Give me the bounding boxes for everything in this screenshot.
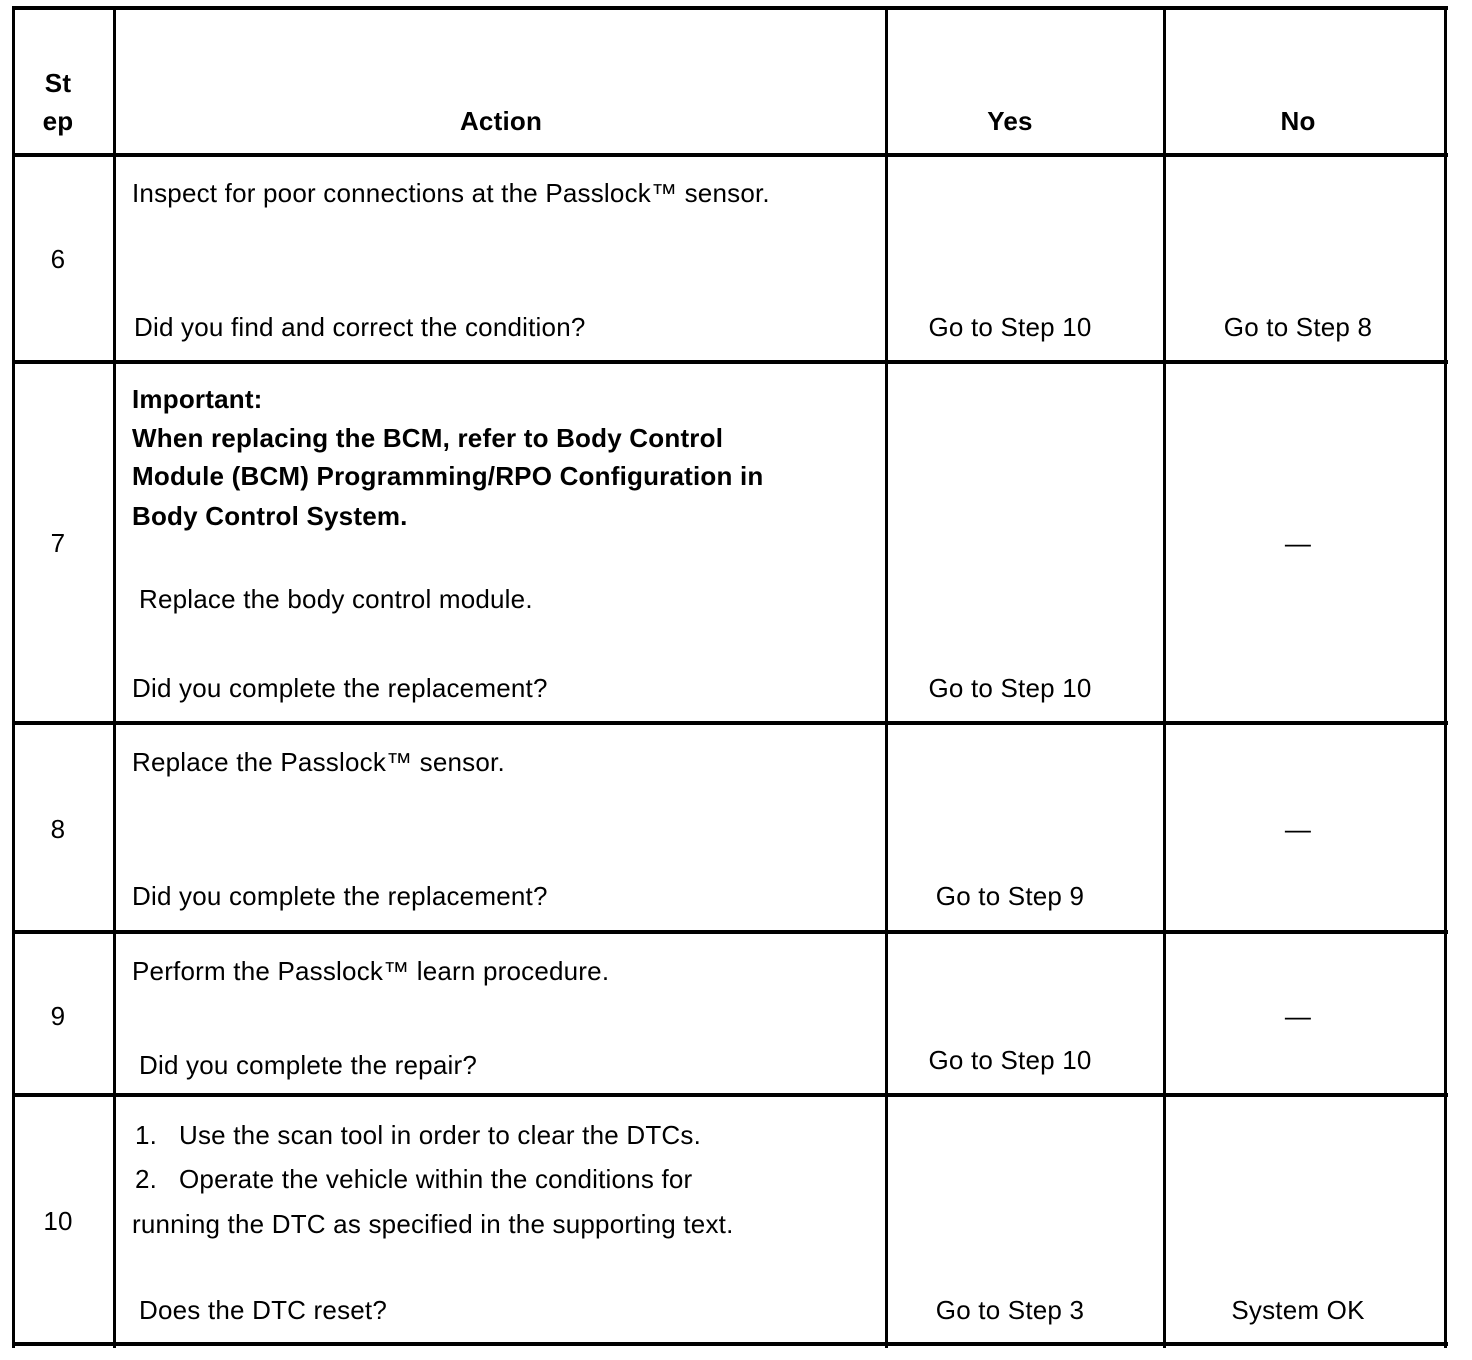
step-number: 6 xyxy=(50,244,66,274)
list-item-number: 2. xyxy=(135,1164,158,1194)
table-border-left xyxy=(12,8,15,1348)
table-border-top xyxy=(12,6,1448,10)
row-divider xyxy=(12,1093,1448,1097)
step-number: 8 xyxy=(50,814,66,844)
header-divider xyxy=(12,153,1448,157)
table-border-right xyxy=(1444,8,1447,1348)
action-question: Did you complete the repair? xyxy=(139,1050,478,1080)
yes-result: Go to Step 3 xyxy=(935,1295,1085,1325)
step-number: 10 xyxy=(43,1206,73,1236)
yes-result: Go to Step 10 xyxy=(928,673,1092,703)
no-result-dash: — xyxy=(1284,528,1312,558)
list-item-text: Operate the vehicle within the conditions for xyxy=(179,1164,693,1194)
action-text: Perform the Passlock™ learn procedure. xyxy=(132,956,610,986)
no-result: System OK xyxy=(1231,1295,1365,1325)
no-result: Go to Step 8 xyxy=(1223,312,1373,342)
no-result-dash: — xyxy=(1284,814,1312,844)
action-question: Did you find and correct the condition? xyxy=(134,312,586,342)
step-number: 7 xyxy=(50,528,66,558)
yes-result: Go to Step 10 xyxy=(928,312,1092,342)
list-item-text: Use the scan tool in order to clear the DTCs. xyxy=(179,1120,702,1150)
yes-result: Go to Step 10 xyxy=(928,1045,1092,1075)
column-divider xyxy=(113,8,116,1348)
column-divider xyxy=(885,8,888,1348)
action-question: Did you complete the replacement? xyxy=(132,673,548,703)
row-divider xyxy=(12,721,1448,725)
list-item-continuation: running the DTC as specified in the supporting text. xyxy=(132,1209,734,1239)
table-border-bottom xyxy=(12,1342,1448,1346)
header-step-line2: ep xyxy=(42,106,74,136)
header-step-line1: St xyxy=(44,68,72,98)
important-label: Important: xyxy=(132,384,263,414)
action-question: Does the DTC reset? xyxy=(139,1295,388,1325)
row-divider xyxy=(12,930,1448,934)
important-text: When replacing the BCM, refer to Body Control xyxy=(132,423,724,453)
column-divider xyxy=(1163,8,1166,1348)
header-action: Action xyxy=(459,106,543,136)
list-item-number: 1. xyxy=(135,1120,158,1150)
header-yes: Yes xyxy=(987,106,1033,136)
yes-result: Go to Step 9 xyxy=(935,881,1085,911)
row-divider xyxy=(12,360,1448,364)
important-text: Body Control System. xyxy=(132,501,408,531)
step-number: 9 xyxy=(50,1001,66,1031)
action-text: Replace the Passlock™ sensor. xyxy=(132,747,505,777)
action-text: Replace the body control module. xyxy=(139,584,533,614)
no-result-dash: — xyxy=(1284,1001,1312,1031)
action-text: Inspect for poor connections at the Passlock™ sensor. xyxy=(132,178,770,208)
header-no: No xyxy=(1280,106,1316,136)
important-text: Module (BCM) Programming/RPO Configuration in xyxy=(132,461,764,491)
action-question: Did you complete the replacement? xyxy=(132,881,548,911)
